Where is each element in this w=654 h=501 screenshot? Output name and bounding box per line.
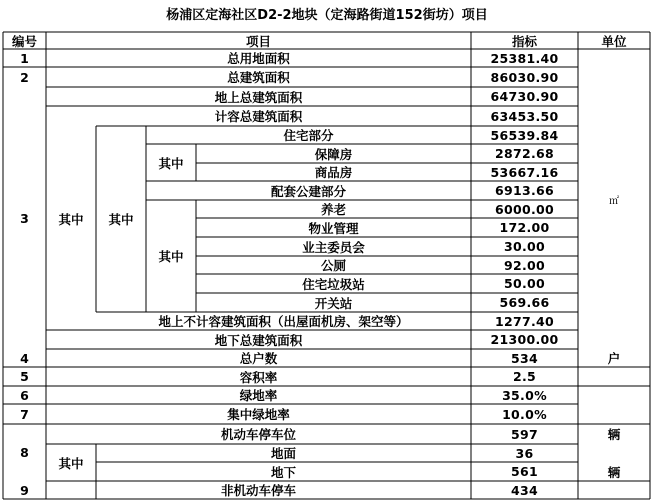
item-property-management: 物业管理 — [308, 220, 359, 236]
item-public-facilities: 配套公建部分 — [270, 183, 346, 199]
qizhong-level2: 其中 — [108, 212, 134, 227]
item-green-ratio: 绿地率 — [239, 388, 278, 403]
value-property-management: 172.00 — [499, 220, 550, 235]
value-households: 534 — [511, 350, 538, 366]
unit-vehicles-parking: 辆 — [607, 464, 621, 480]
value-switch-station: 569.66 — [499, 295, 550, 310]
row-no-8: 8 — [20, 445, 29, 460]
item-non-far-area: 地上不计容建筑面积（出屋面机房、架空等） — [158, 314, 409, 329]
unit-area: ㎡ — [609, 195, 619, 207]
value-green-ratio: 35.0% — [502, 387, 547, 403]
value-total-floor-area: 86030.90 — [490, 69, 559, 85]
value-far-counted-area: 63453.50 — [490, 108, 559, 124]
value-ground-parking: 36 — [515, 445, 534, 461]
qizhong-level1: 其中 — [58, 212, 84, 227]
value-central-green-ratio: 10.0% — [502, 406, 547, 422]
header-item: 项目 — [245, 33, 271, 49]
qizhong-facilities: 其中 — [158, 249, 184, 264]
header-no: 编号 — [11, 33, 37, 49]
header-value: 指标 — [511, 33, 537, 49]
item-switch-station: 开关站 — [314, 295, 353, 311]
value-public-facilities: 6913.66 — [494, 183, 555, 198]
value-total-land-area: 25381.40 — [490, 50, 559, 66]
value-residential: 56539.84 — [490, 127, 559, 143]
row-no-1: 1 — [20, 50, 29, 66]
value-commercial-housing: 53667.16 — [490, 164, 559, 180]
item-far-ratio: 容积率 — [239, 369, 278, 385]
row-no-3: 3 — [20, 210, 29, 226]
row-no-4: 4 — [20, 350, 29, 366]
item-above-ground-area: 地上总建筑面积 — [214, 89, 303, 105]
value-public-toilet: 92.00 — [503, 257, 546, 273]
row-no-5: 5 — [20, 369, 29, 384]
value-non-far-area: 1277.40 — [494, 313, 555, 329]
value-above-ground-area: 64730.90 — [490, 89, 559, 104]
unit-vehicles-car: 辆 — [607, 427, 621, 442]
item-garbage-station: 住宅垃圾站 — [302, 276, 365, 292]
value-underground-area: 21300.00 — [490, 332, 559, 347]
unit-households: 户 — [607, 351, 621, 366]
value-elderly-care: 6000.00 — [494, 201, 555, 217]
qizhong-parking: 其中 — [58, 455, 84, 471]
item-underground-parking: 地下 — [270, 464, 296, 480]
row-no-2: 2 — [20, 69, 29, 85]
item-affordable-housing: 保障房 — [314, 146, 353, 162]
item-total-floor-area: 总建筑面积 — [227, 70, 290, 85]
row-no-6: 6 — [20, 387, 29, 403]
item-households: 总户数 — [239, 351, 278, 366]
table-title: 杨浦区定海社区D2-2地块（定海路街道152街坊）项目 — [166, 8, 488, 23]
item-owners-committee: 业主委员会 — [302, 239, 365, 255]
value-far-ratio: 2.5 — [512, 369, 537, 384]
row-no-7: 7 — [20, 406, 29, 422]
item-commercial-housing: 商品房 — [314, 165, 353, 180]
item-elderly-care: 养老 — [320, 202, 346, 217]
value-garbage-station: 50.00 — [503, 276, 546, 291]
header-unit: 单位 — [601, 33, 627, 49]
item-residential: 住宅部分 — [283, 128, 334, 143]
item-underground-area: 地下总建筑面积 — [214, 332, 303, 348]
row-no-9: 9 — [20, 482, 29, 498]
value-affordable-housing: 2872.68 — [494, 146, 555, 161]
item-far-counted-area: 计容总建筑面积 — [214, 109, 303, 124]
value-car-parking: 597 — [511, 426, 538, 442]
item-ground-parking: 地面 — [270, 446, 296, 461]
value-bicycle-parking: 434 — [511, 482, 538, 498]
value-underground-parking: 561 — [511, 464, 538, 479]
item-public-toilet: 公厕 — [320, 258, 346, 273]
item-car-parking: 机动车停车位 — [220, 427, 296, 442]
item-central-green-ratio: 集中绿地率 — [227, 407, 290, 422]
item-bicycle-parking: 非机动车停车 — [220, 483, 296, 498]
value-owners-committee: 30.00 — [503, 239, 546, 254]
qizhong-housing: 其中 — [158, 155, 184, 171]
item-total-land-area: 总用地面积 — [227, 51, 290, 66]
